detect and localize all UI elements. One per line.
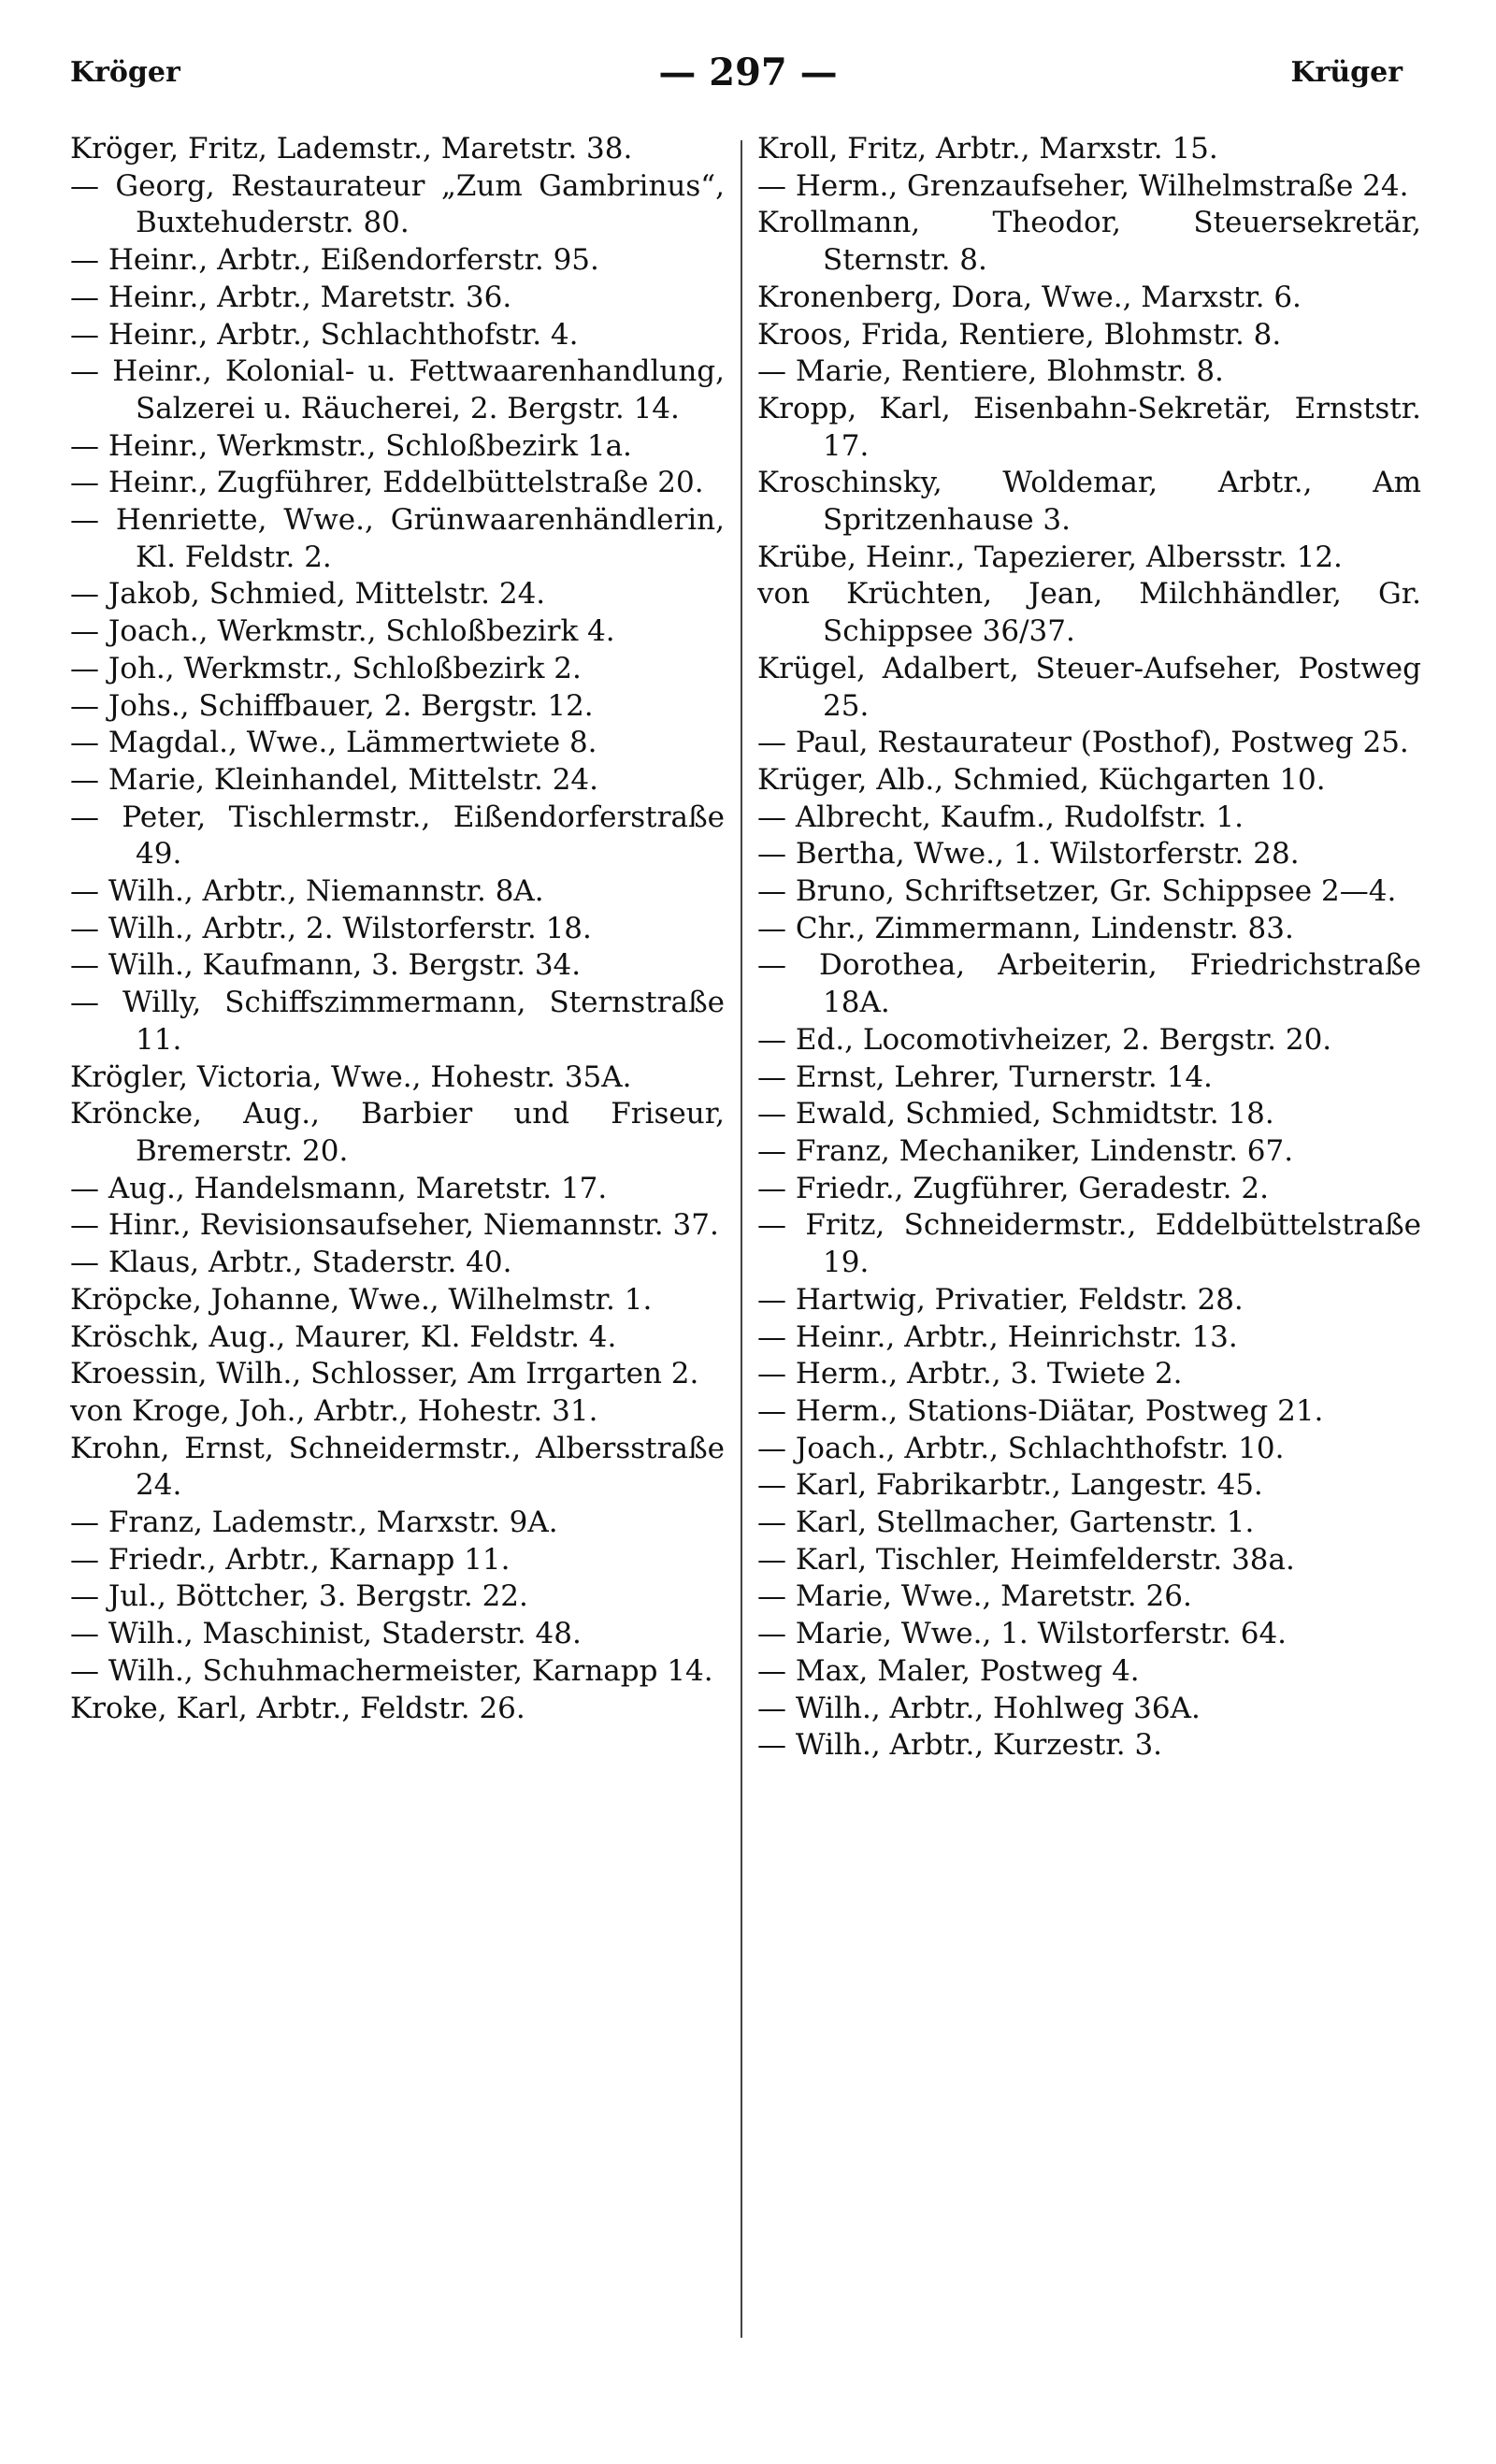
directory-entry: — Joh., Werkmstr., Schloßbezirk 2. (70, 651, 582, 685)
directory-entry: — Friedr., Arbtr., Karnapp 11. (70, 1542, 511, 1577)
directory-entry: — Joach., Arbtr., Schlachthofstr. 10. (757, 1431, 1285, 1465)
directory-entry: — Herm., Grenzaufseher, Wilhelmstraße 24. (757, 168, 1409, 203)
directory-entry: Krübe, Heinr., Tapezierer, Albersstr. 12. (757, 540, 1343, 574)
directory-entry: — Karl, Fabrikarbtr., Langestr. 45. (757, 1468, 1263, 1503)
page-header (0, 45, 1496, 101)
directory-entry: — Hinr., Revisionsaufseher, Niemannstr. 37. (70, 1208, 719, 1243)
directory-entry: — Jul., Böttcher, 3. Bergstr. 22. (70, 1579, 528, 1614)
directory-entry: Krögler, Victoria, Wwe., Hohestr. 35A. (70, 1059, 632, 1094)
directory-entry: Kroschinsky, Woldemar, Arbtr., Am Spritzenhause 3. (757, 466, 1421, 538)
directory-entry: — Max, Maler, Postweg 4. (757, 1653, 1140, 1688)
directory-entry: — Peter, Tischlermstr., Eißendorferstraße 49. (70, 800, 725, 872)
directory-entry: Kröpcke, Johanne, Wwe., Wilhelmstr. 1. (70, 1282, 653, 1317)
directory-entry: — Heinr., Arbtr., Maretstr. 36. (70, 280, 512, 314)
directory-entry: — Albrecht, Kaufm., Rudolfstr. 1. (757, 800, 1244, 834)
directory-entry: — Magdal., Wwe., Lämmertwiete 8. (70, 726, 597, 760)
directory-entry: — Herm., Arbtr., 3. Twiete 2. (757, 1357, 1183, 1391)
directory-entry: — Franz, Lademstr., Marxstr. 9A. (70, 1506, 558, 1540)
directory-entry: — Paul, Restaurateur (Posthof), Postweg 25. (757, 726, 1409, 760)
directory-entry: — Marie, Wwe., 1. Wilstorferstr. 64. (757, 1617, 1287, 1651)
directory-entry: — Karl, Tischler, Heimfelderstr. 38a. (757, 1542, 1295, 1577)
directory-entry: — Ewald, Schmied, Schmidtstr. 18. (757, 1097, 1274, 1131)
column-divider (741, 140, 742, 2338)
directory-entry: — Klaus, Arbtr., Staderstr. 40. (70, 1246, 512, 1280)
directory-entry: von Krüchten, Jean, Milchhändler, Gr. Schippsee 36/37. (757, 577, 1421, 649)
directory-entry: — Wilh., Kaufmann, 3. Bergstr. 34. (70, 948, 582, 983)
left-column (70, 131, 725, 1727)
directory-entry: — Jakob, Schmied, Mittelstr. 24. (70, 577, 546, 612)
directory-entry: — Georg, Restaurateur „Zum Gambrinus“, Buxtehuderstr. 80. (70, 168, 725, 240)
directory-entry: Krüger, Alb., Schmied, Küchgarten 10. (757, 762, 1326, 797)
directory-entry: — Marie, Wwe., Maretstr. 26. (757, 1579, 1192, 1614)
directory-entry: — Joach., Werkmstr., Schloßbezirk 4. (70, 614, 615, 649)
directory-entry: — Wilh., Maschinist, Staderstr. 48. (70, 1617, 582, 1651)
directory-entry: — Herm., Stations-Diätar, Postweg 21. (757, 1393, 1324, 1428)
directory-entry: Kröschk, Aug., Maurer, Kl. Feldstr. 4. (70, 1319, 617, 1354)
directory-entry: — Bruno, Schriftsetzer, Gr. Schippsee 2—4. (757, 874, 1397, 909)
directory-entry: — Wilh., Schuhmachermeister, Karnapp 14. (70, 1653, 713, 1688)
running-head-left: Kröger (70, 56, 180, 89)
directory-entry: — Heinr., Arbtr., Eißendorferstr. 95. (70, 243, 599, 278)
directory-entry: — Ernst, Lehrer, Turnerstr. 14. (757, 1059, 1213, 1094)
directory-entry: — Heinr., Arbtr., Heinrichstr. 13. (757, 1319, 1238, 1354)
directory-entry: — Henriette, Wwe., Grünwaarenhändlerin, Kl. Feldstr. 2. (70, 503, 725, 574)
directory-entry: Krügel, Adalbert, Steuer-Aufseher, Postweg 25. (757, 651, 1421, 723)
right-column (757, 131, 1421, 1765)
directory-entry: Kroessin, Wilh., Schlosser, Am Irrgarten 2. (70, 1357, 699, 1391)
directory-entry: — Friedr., Zugführer, Geradestr. 2. (757, 1171, 1269, 1205)
page-number: — 297 — (658, 50, 838, 94)
directory-entry: — Marie, Kleinhandel, Mittelstr. 24. (70, 762, 599, 797)
directory-entry: — Willy, Schiffszimmermann, Sternstraße 11. (70, 986, 725, 1057)
directory-entry: — Wilh., Arbtr., Niemannstr. 8A. (70, 874, 544, 909)
directory-entry: Kroke, Karl, Arbtr., Feldstr. 26. (70, 1691, 525, 1725)
directory-entry: — Dorothea, Arbeiterin, Friedrichstraße 18A. (757, 948, 1421, 1020)
directory-entry: — Aug., Handelsmann, Maretstr. 17. (70, 1171, 608, 1205)
directory-entry: Kropp, Karl, Eisenbahn-Sekretär, Ernststr. 17. (757, 391, 1421, 463)
directory-entry: Kronenberg, Dora, Wwe., Marxstr. 6. (757, 280, 1302, 314)
directory-entry: Kroll, Fritz, Arbtr., Marxstr. 15. (757, 132, 1218, 166)
directory-entry: — Fritz, Schneidermstr., Eddelbüttelstraße 19. (757, 1208, 1421, 1280)
directory-entry: — Wilh., Arbtr., Hohlweg 36A. (757, 1691, 1201, 1725)
directory-entry: — Heinr., Zugführer, Eddelbüttelstraße 20. (70, 466, 704, 500)
directory-entry: — Wilh., Arbtr., 2. Wilstorferstr. 18. (70, 911, 592, 945)
directory-entry: Kroos, Frida, Rentiere, Blohmstr. 8. (757, 317, 1282, 352)
directory-entry: — Hartwig, Privatier, Feldstr. 28. (757, 1282, 1244, 1317)
directory-entry: — Ed., Locomotivheizer, 2. Bergstr. 20. (757, 1022, 1332, 1057)
directory-entry: Krollmann, Theodor, Steuersekretär, Sternstr. 8. (757, 206, 1421, 278)
directory-entry: — Johs., Schiffbauer, 2. Bergstr. 12. (70, 688, 594, 723)
running-head-right: Krüger (1290, 56, 1402, 89)
directory-entry: — Chr., Zimmermann, Lindenstr. 83. (757, 911, 1294, 945)
directory-entry: — Marie, Rentiere, Blohmstr. 8. (757, 354, 1224, 389)
directory-entry: von Kroge, Joh., Arbtr., Hohestr. 31. (70, 1393, 598, 1428)
directory-entry: — Wilh., Arbtr., Kurzestr. 3. (757, 1728, 1163, 1763)
directory-entry: Kröger, Fritz, Lademstr., Maretstr. 38. (70, 132, 633, 166)
directory-entry: — Karl, Stellmacher, Gartenstr. 1. (757, 1506, 1255, 1540)
directory-entry: — Heinr., Arbtr., Schlachthofstr. 4. (70, 317, 579, 352)
directory-entry: Krohn, Ernst, Schneidermstr., Albersstraße 24. (70, 1431, 725, 1503)
directory-entry: — Franz, Mechaniker, Lindenstr. 67. (757, 1133, 1294, 1168)
directory-entry: Kröncke, Aug., Barbier und Friseur, Bremerstr. 20. (70, 1097, 725, 1168)
directory-entry: — Heinr., Werkmstr., Schloßbezirk 1a. (70, 428, 632, 463)
directory-entry: — Heinr., Kolonial- u. Fettwaarenhandlung, Salzerei u. Räucherei, 2. Bergstr. 14. (70, 354, 725, 425)
directory-entry: — Bertha, Wwe., 1. Wilstorferstr. 28. (757, 837, 1300, 872)
